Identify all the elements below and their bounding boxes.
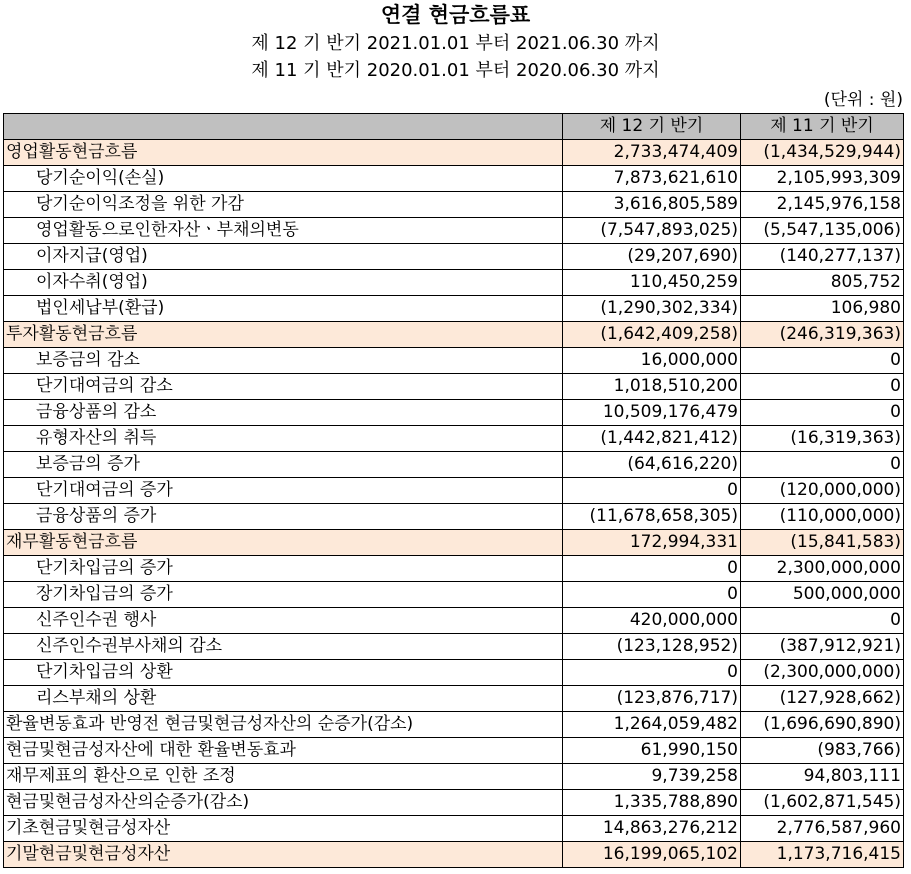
table-row xyxy=(4,686,904,712)
statement-title: 연결 현금흐름표 xyxy=(380,3,531,27)
period-prior: 제 11 기 반기 2020.01.01 부터 2020.06.30 까지 xyxy=(251,60,660,81)
table-row xyxy=(4,244,904,270)
row-label: 단기차입금의 증가 xyxy=(4,556,563,582)
value-prior-period: (1,696,690,890) xyxy=(741,712,904,738)
row-label: 당기순이익(손실) xyxy=(4,166,563,192)
table-row xyxy=(4,738,904,764)
table-row xyxy=(4,400,904,426)
row-label: 환율변동효과 반영전 현금및현금성자산의 순증가(감소) xyxy=(4,712,563,738)
row-label: 영업활동현금흐름 xyxy=(4,140,563,166)
row-label: 보증금의 증가 xyxy=(4,452,563,478)
row-label: 당기순이익조정을 위한 가감 xyxy=(4,192,563,218)
value-prior-period: 2,105,993,309 xyxy=(741,166,904,192)
value-current-period: 16,000,000 xyxy=(563,348,741,374)
value-prior-period: (1,602,871,545) xyxy=(741,790,904,816)
value-prior-period: 500,000,000 xyxy=(741,582,904,608)
value-current-period: 10,509,176,479 xyxy=(563,400,741,426)
table-row xyxy=(4,322,904,348)
row-label: 현금및현금성자산의순증가(감소) xyxy=(4,790,563,816)
header-blank-cell xyxy=(4,114,563,140)
row-label: 영업활동으로인한자산ㆍ부채의변동 xyxy=(4,218,563,244)
value-current-period: 1,018,510,200 xyxy=(563,374,741,400)
table-row xyxy=(4,816,904,842)
table-row xyxy=(4,348,904,374)
row-label: 기말현금및현금성자산 xyxy=(4,842,563,868)
value-current-period: (123,876,717) xyxy=(563,686,741,712)
value-prior-period: (127,928,662) xyxy=(741,686,904,712)
row-label: 금융상품의 감소 xyxy=(4,400,563,426)
table-row xyxy=(4,504,904,530)
row-label: 법인세납부(환급) xyxy=(4,296,563,322)
table-row xyxy=(4,478,904,504)
value-current-period: 0 xyxy=(563,556,741,582)
row-label: 이자지급(영업) xyxy=(4,244,563,270)
row-label: 금융상품의 증가 xyxy=(4,504,563,530)
value-prior-period: 0 xyxy=(741,400,904,426)
value-prior-period: 1,173,716,415 xyxy=(741,842,904,868)
row-label: 리스부채의 상환 xyxy=(4,686,563,712)
value-current-period: 16,199,065,102 xyxy=(563,842,741,868)
table-row xyxy=(4,296,904,322)
row-label: 단기차입금의 상환 xyxy=(4,660,563,686)
value-current-period: 14,863,276,212 xyxy=(563,816,741,842)
value-prior-period: (5,547,135,006) xyxy=(741,218,904,244)
value-current-period: (1,442,821,412) xyxy=(563,426,741,452)
value-prior-period: (1,434,529,944) xyxy=(741,140,904,166)
table-row xyxy=(4,426,904,452)
value-current-period: (1,290,302,334) xyxy=(563,296,741,322)
value-prior-period: (140,277,137) xyxy=(741,244,904,270)
value-current-period: 2,733,474,409 xyxy=(563,140,741,166)
value-prior-period: 0 xyxy=(741,348,904,374)
row-label: 기초현금및현금성자산 xyxy=(4,816,563,842)
value-prior-period: 805,752 xyxy=(741,270,904,296)
table-row xyxy=(4,218,904,244)
value-prior-period: 106,980 xyxy=(741,296,904,322)
row-label: 재무활동현금흐름 xyxy=(4,530,563,556)
value-prior-period: 0 xyxy=(741,608,904,634)
row-label: 신주인수권부사채의 감소 xyxy=(4,634,563,660)
value-current-period: 110,450,259 xyxy=(563,270,741,296)
value-current-period: (64,616,220) xyxy=(563,452,741,478)
value-prior-period: (110,000,000) xyxy=(741,504,904,530)
header-row xyxy=(4,114,904,140)
table-row xyxy=(4,556,904,582)
row-label: 재무제표의 환산으로 인한 조정 xyxy=(4,764,563,790)
table-row xyxy=(4,790,904,816)
value-current-period: (29,207,690) xyxy=(563,244,741,270)
value-prior-period: 94,803,111 xyxy=(741,764,904,790)
value-current-period: (1,642,409,258) xyxy=(563,322,741,348)
value-current-period: 0 xyxy=(563,478,741,504)
value-current-period: 1,335,788,890 xyxy=(563,790,741,816)
table-row xyxy=(4,660,904,686)
value-prior-period: 0 xyxy=(741,452,904,478)
row-label: 현금및현금성자산에 대한 환율변동효과 xyxy=(4,738,563,764)
table-row xyxy=(4,712,904,738)
period-current: 제 12 기 반기 2021.01.01 부터 2021.06.30 까지 xyxy=(251,33,660,54)
value-current-period: 172,994,331 xyxy=(563,530,741,556)
value-prior-period: (983,766) xyxy=(741,738,904,764)
value-current-period: 1,264,059,482 xyxy=(563,712,741,738)
row-label: 유형자산의 취득 xyxy=(4,426,563,452)
unit-label: (단위 : 원) xyxy=(823,90,903,110)
value-current-period: 0 xyxy=(563,660,741,686)
table-row xyxy=(4,166,904,192)
table-row xyxy=(4,140,904,166)
row-label: 단기대여금의 감소 xyxy=(4,374,563,400)
value-current-period: 0 xyxy=(563,582,741,608)
table-row xyxy=(4,192,904,218)
row-label: 장기차입금의 증가 xyxy=(4,582,563,608)
table-row xyxy=(4,764,904,790)
row-label: 이자수취(영업) xyxy=(4,270,563,296)
table-row xyxy=(4,608,904,634)
table-row xyxy=(4,842,904,868)
row-label: 보증금의 감소 xyxy=(4,348,563,374)
header-current-period: 제 12 기 반기 xyxy=(563,114,741,140)
value-current-period: 3,616,805,589 xyxy=(563,192,741,218)
value-current-period: (123,128,952) xyxy=(563,634,741,660)
value-prior-period: 2,300,000,000 xyxy=(741,556,904,582)
value-current-period: 7,873,621,610 xyxy=(563,166,741,192)
row-label: 신주인수권 행사 xyxy=(4,608,563,634)
row-label: 투자활동현금흐름 xyxy=(4,322,563,348)
value-prior-period: (120,000,000) xyxy=(741,478,904,504)
row-label: 단기대여금의 증가 xyxy=(4,478,563,504)
value-prior-period: (16,319,363) xyxy=(741,426,904,452)
table-row xyxy=(4,452,904,478)
value-prior-period: (246,319,363) xyxy=(741,322,904,348)
value-prior-period: 0 xyxy=(741,374,904,400)
value-prior-period: 2,776,587,960 xyxy=(741,816,904,842)
value-prior-period: (15,841,583) xyxy=(741,530,904,556)
value-current-period: (7,547,893,025) xyxy=(563,218,741,244)
table-row xyxy=(4,634,904,660)
value-prior-period: 2,145,976,158 xyxy=(741,192,904,218)
value-current-period: (11,678,658,305) xyxy=(563,504,741,530)
table-row xyxy=(4,530,904,556)
cash-flow-table xyxy=(3,113,904,868)
table-row xyxy=(4,374,904,400)
value-prior-period: (387,912,921) xyxy=(741,634,904,660)
value-current-period: 9,739,258 xyxy=(563,764,741,790)
value-prior-period: (2,300,000,000) xyxy=(741,660,904,686)
table-row xyxy=(4,582,904,608)
value-current-period: 420,000,000 xyxy=(563,608,741,634)
header-prior-period: 제 11 기 반기 xyxy=(741,114,904,140)
value-current-period: 61,990,150 xyxy=(563,738,741,764)
table-row xyxy=(4,270,904,296)
